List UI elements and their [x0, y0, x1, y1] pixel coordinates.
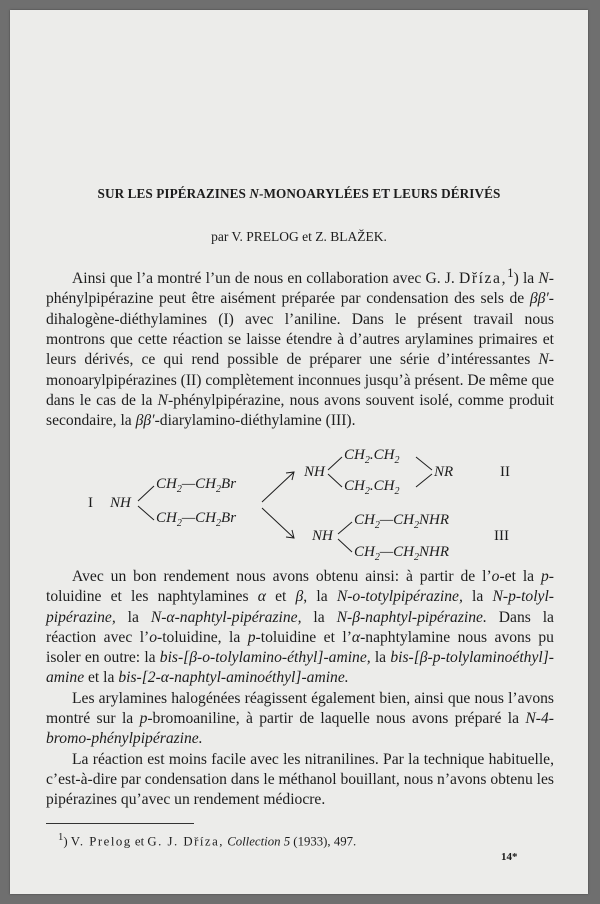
bond-line — [416, 457, 432, 470]
text-run: -naphtylamine nous avons pu isoler en outre: la — [46, 628, 554, 667]
spaced-name: G. J. Dříza, — [147, 834, 224, 849]
chem-text: Br — [221, 510, 237, 526]
text-run: Dans la réaction avec l’ — [46, 608, 554, 646]
bond-line — [328, 474, 342, 487]
text-run: la — [115, 608, 151, 626]
text-run: -et la — [499, 568, 541, 585]
paragraph — [46, 263, 554, 432]
text-run: -diarylamino-diéthylamine (III). — [154, 412, 356, 430]
italic-run: p — [139, 710, 148, 728]
label-I: I — [88, 495, 93, 511]
subscript: 2 — [374, 552, 380, 563]
paragraph — [46, 689, 554, 750]
subscript: 2 — [216, 518, 222, 529]
chem-text: .CH — [369, 447, 395, 463]
footnote — [58, 832, 356, 849]
bond-line — [138, 506, 154, 520]
bond-line — [138, 486, 154, 501]
italic-run: ββ′ — [135, 412, 155, 430]
text-run: -phénylpipérazine peut être aisément préparée par condensation des sels de — [46, 270, 554, 308]
italic-run: N-o-totylpipérazine, — [336, 588, 463, 606]
text-run: ) la — [513, 270, 539, 288]
arrow-line — [262, 508, 294, 538]
chem-text: CH — [344, 447, 365, 463]
ii-nr-group: NR — [434, 464, 454, 480]
text-run: et — [131, 834, 148, 849]
subscript: 2 — [176, 484, 182, 495]
footnote-rule — [46, 823, 194, 824]
text-run: la — [301, 608, 337, 626]
chem-text: —CH — [181, 510, 217, 526]
spaced-name: Dříza, — [458, 270, 508, 288]
text-run: (1933), 497. — [290, 834, 357, 849]
ii-nh-group: NH — [304, 464, 325, 480]
text-run: Avec un bon rendement nous avons obtenu ainsi: à partir de l’ — [72, 568, 492, 585]
italic-run: N-β-naphtyl-pipérazine. — [336, 608, 487, 626]
chem-text: CH — [156, 476, 177, 492]
text-run: la — [370, 649, 391, 667]
text-run: -phénylpipérazine, nous avons souvent isolé, comme produit secondaire, la — [46, 391, 555, 430]
subscript: 2 — [414, 552, 420, 563]
italic-run: N — [538, 351, 549, 369]
italic-run: β — [295, 588, 304, 606]
text-run: et — [265, 588, 296, 606]
ii-lower-chain — [344, 478, 399, 497]
ii-upper-chain — [344, 447, 399, 466]
journal-title: Collection 5 — [227, 834, 291, 849]
text-run: -toluidine et les naphtylamines — [46, 568, 554, 606]
title-part-italic: N — [249, 186, 260, 201]
bond-line — [416, 474, 432, 487]
bond-line — [338, 539, 352, 552]
title-part: -MONOARYLÉES ET LEURS DÉRIVÉS — [259, 186, 501, 201]
subscript: 2 — [364, 455, 370, 466]
paragraph — [46, 567, 554, 689]
italic-run: p — [541, 568, 549, 585]
title-part: SUR LES PIPÉRAZINES — [97, 186, 250, 201]
reaction-scheme — [70, 438, 540, 566]
label-III: III — [494, 528, 509, 544]
spaced-name: V. Prelog — [70, 834, 132, 849]
chem-text: CH — [156, 510, 177, 526]
italic-run: N-p-tolyl-pipérazine, — [46, 588, 554, 626]
footnote-ref: 1 — [507, 265, 514, 280]
text-run: -dihalogène-diéthylamines (I) avec l’aniline. Dans le présent travail nous montrons que cette réaction se laisse étendre à d’autres arylamines primaires et leurs dérivés, ce qui rend possible de préparer une série d’intéressantes — [46, 290, 554, 369]
body-paragraphs — [46, 567, 554, 811]
page-title — [10, 186, 588, 202]
italic-run: ββ′ — [529, 290, 549, 308]
subscript: 2 — [394, 455, 400, 466]
italic-run: p — [247, 628, 256, 646]
footnote-mark: 1 — [58, 832, 64, 843]
paragraph: La réaction est moins facile avec les nitranilines. Par la technique habituelle, c’est-à-dire par condensation dans le méthanol bouillant, nous n’avons obtenu les pipérazines qu’avec un rendement médiocre. — [46, 750, 554, 809]
left-upper-chain — [156, 476, 236, 495]
chem-text: NHR — [419, 512, 450, 528]
authors-line: par V. PRELOG et Z. BLAŽEK. — [211, 229, 387, 244]
arrow-line — [262, 472, 294, 502]
subscript: 2 — [364, 486, 370, 497]
paper-page — [10, 10, 588, 894]
intro-paragraph — [46, 263, 554, 432]
chem-text: .CH — [369, 478, 395, 494]
subscript: 2 — [176, 518, 182, 529]
chem-text: NHR — [419, 544, 450, 560]
italic-run: α — [257, 588, 266, 606]
text-run: la — [462, 588, 493, 606]
chem-text: —CH — [379, 512, 415, 528]
iii-nh-group: NH — [312, 528, 333, 544]
text-run: -monoarylpipérazines (II) complètement inconnues jusqu’à présent. De même que dans le cas de la — [46, 351, 554, 409]
italic-run: N — [157, 391, 168, 409]
italic-run: bis-[β-o-tolylamino-éthyl]-amine, — [159, 649, 371, 667]
subscript: 2 — [394, 486, 400, 497]
text-run: -toluidine et l’ — [255, 628, 352, 646]
text-run: ) — [63, 834, 71, 849]
italic-run: α — [351, 628, 361, 646]
subscript: 2 — [414, 520, 420, 531]
italic-run: o — [149, 628, 158, 646]
nh-group: NH — [110, 495, 131, 511]
text-run: -bromoaniline, à partir de laquelle nous avons préparé la — [147, 710, 526, 728]
page-signature-mark: 14* — [501, 851, 518, 863]
text-run: -toluidine, la — [157, 628, 248, 646]
scheme-bonds — [70, 438, 540, 566]
left-lower-chain — [156, 510, 236, 529]
iii-upper-chain — [354, 512, 449, 531]
italic-run: N — [538, 270, 549, 288]
chem-text: —CH — [181, 476, 217, 492]
text-run: et la — [84, 669, 119, 687]
italic-run: o — [491, 568, 500, 585]
chem-text: —CH — [379, 544, 415, 560]
label-II: II — [500, 464, 510, 480]
chem-text: CH — [344, 478, 365, 494]
text-run: , la — [303, 588, 337, 606]
text-run: Les arylamines halogénées réagissent également bien, ainsi que nous l’avons montré sur la — [46, 689, 554, 728]
italic-run: N-4-bromo-phénylpipérazine. — [46, 710, 554, 748]
italic-run: bis-[2-α-naphtyl-aminoéthyl]-amine. — [118, 669, 349, 687]
subscript: 2 — [374, 520, 380, 531]
italic-run: bis-[β-p-tolylaminoéthyl]-amine — [46, 649, 554, 687]
chem-text: Br — [221, 476, 237, 492]
bond-line — [338, 522, 352, 534]
chem-text: CH — [354, 544, 375, 560]
subscript: 2 — [216, 484, 222, 495]
iii-lower-chain — [354, 544, 449, 563]
text-run: Ainsi que l’a montré l’un de nous en collaboration avec G. J. — [72, 270, 459, 288]
chem-text: CH — [354, 512, 375, 528]
italic-run: N-α-naphtyl-pipérazine, — [150, 608, 302, 626]
bond-line — [328, 457, 342, 470]
